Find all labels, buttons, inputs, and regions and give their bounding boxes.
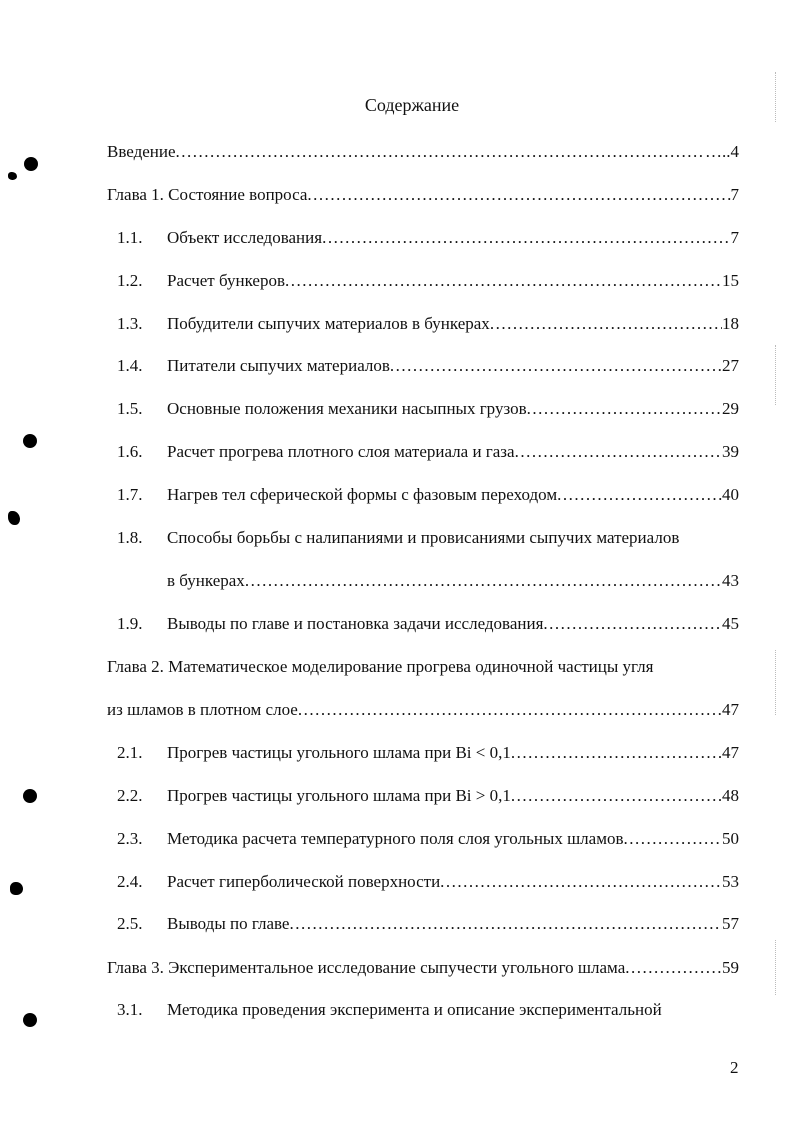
toc-entry-text: Расчет прогрева плотного слоя материала и газа — [167, 442, 515, 461]
scan-edge-mark — [771, 72, 776, 122]
toc-entry-page: 29 — [722, 399, 739, 418]
punch-hole-mark — [23, 434, 37, 448]
toc-leader-dots — [624, 827, 723, 851]
punch-hole-mark — [24, 157, 38, 171]
toc-entry-page: 48 — [722, 786, 739, 805]
toc-entry-text: Питатели сыпучих материалов — [167, 356, 390, 375]
toc-entry-number: 2.4. — [117, 872, 143, 891]
toc-entry-page: 7 — [730, 185, 739, 204]
toc-entry — [117, 526, 739, 550]
toc-leader-dots — [176, 140, 705, 164]
toc-entry-number: 2.2. — [117, 786, 143, 805]
toc-entry-number: 1.4. — [117, 356, 143, 375]
toc-leader-dots — [298, 698, 722, 722]
toc-entry — [107, 183, 739, 207]
toc-leader-dots — [511, 741, 722, 765]
toc-entry-number: 1.1. — [117, 228, 143, 247]
toc-leader-dots — [307, 183, 730, 207]
toc-entry — [117, 612, 739, 636]
toc-entry-page: 15 — [722, 271, 739, 290]
toc-entry-text: Нагрев тел сферической формы с фазовым переходом — [167, 485, 558, 504]
toc-entry-page: 47 — [722, 700, 739, 719]
toc-entry-text: Прогрев частицы угольного шлама при Bi > 0,1 — [167, 786, 511, 805]
scan-smudge — [10, 882, 23, 895]
toc-entry-number: 1.3. — [117, 314, 143, 333]
toc-leader-dots — [557, 483, 722, 507]
toc-entry-text: Побудители сыпучих материалов в бункерах — [167, 314, 490, 333]
toc-entry — [117, 784, 739, 808]
toc-entry-page: 39 — [722, 442, 739, 461]
scan-edge-mark — [771, 650, 776, 715]
toc-entry-page: 7 — [730, 228, 739, 247]
toc-entry-number: 2.5. — [117, 914, 143, 933]
toc-entry-text: Прогрев частицы угольного шлама при Bi < 0,1 — [167, 743, 511, 762]
toc-entry-page: 18 — [722, 314, 739, 333]
toc-entry-number: 2.1. — [117, 743, 143, 762]
toc-entry-number: 3.1. — [117, 1000, 143, 1019]
toc-entry-number: 1.8. — [117, 528, 143, 547]
page-number: 2 — [730, 1058, 739, 1077]
toc-entry-text: Глава 1. Состояние вопроса — [107, 185, 308, 204]
toc-entry-text: Способы борьбы с налипаниями и провисаниями сыпучих материалов — [167, 528, 680, 547]
toc-leader-dots — [625, 956, 722, 980]
toc-entry-page: 53 — [722, 872, 739, 891]
toc-leader-dots — [527, 397, 722, 421]
toc-entry — [117, 827, 739, 851]
toc-leader-dots — [515, 440, 722, 464]
toc-entry-page: 45 — [722, 614, 739, 633]
toc-entry — [107, 655, 739, 679]
toc-leader-dots — [440, 870, 722, 894]
toc-leader-dots — [543, 612, 722, 636]
toc-entry-text: Введение — [107, 142, 176, 161]
toc-entry-text: Глава 3. Экспериментальное исследование сыпучести угольного шлама — [107, 958, 626, 977]
scan-smudge — [8, 172, 17, 180]
toc-entry — [117, 741, 739, 765]
toc-entry — [117, 226, 739, 250]
toc-entry — [107, 140, 739, 164]
toc-entry-text: Методика проведения эксперимента и описание экспериментальной — [167, 1000, 662, 1019]
toc-entry-page: 47 — [722, 743, 739, 762]
toc-entry-number: 1.6. — [117, 442, 143, 461]
toc-entry-text: из шламов в плотном слое — [107, 700, 298, 719]
toc-entry — [117, 440, 739, 464]
toc-entry-continuation — [167, 569, 739, 593]
toc-entry-number: 2.3. — [117, 829, 143, 848]
toc-entry — [117, 312, 739, 336]
toc-entry-text: Глава 2. Математическое моделирование прогрева одиночной частицы угля — [107, 657, 654, 676]
toc-entry-page: 57 — [722, 914, 739, 933]
toc-entry-text: в бункерах — [167, 571, 245, 590]
toc-entry-page: 50 — [722, 829, 739, 848]
toc-entry-number: 1.2. — [117, 271, 143, 290]
toc-entry — [107, 956, 739, 980]
toc-entry-page: 59 — [722, 958, 739, 977]
punch-hole-mark — [23, 789, 37, 803]
toc-entry-page: …..4 — [705, 142, 739, 161]
toc-leader-dots — [289, 912, 722, 936]
toc-leader-dots — [245, 569, 722, 593]
toc-entry-text: Расчет гиперболической поверхности — [167, 872, 441, 891]
toc-entry-text: Расчет бункеров — [167, 271, 285, 290]
toc-leader-dots — [322, 226, 730, 250]
toc-leader-dots — [511, 784, 722, 808]
toc-entry-page: 43 — [722, 571, 739, 590]
toc-leader-dots — [490, 312, 722, 336]
toc-entry-number: 1.9. — [117, 614, 143, 633]
page-title: Содержание — [364, 95, 460, 115]
toc-entry-number: 1.5. — [117, 399, 143, 418]
toc-entry — [117, 354, 739, 378]
toc-entry-number: 1.7. — [117, 485, 143, 504]
scan-edge-mark — [771, 940, 776, 995]
toc-entry-continuation — [107, 698, 739, 722]
toc-entry-page: 27 — [722, 356, 739, 375]
toc-leader-dots — [285, 269, 722, 293]
toc-entry — [117, 483, 739, 507]
punch-hole-mark — [23, 1013, 37, 1027]
toc-entry — [117, 269, 739, 293]
toc-entry-text: Выводы по главе и постановка задачи исследования — [167, 614, 544, 633]
scan-edge-mark — [771, 345, 776, 405]
toc-entry — [117, 870, 739, 894]
toc-leader-dots — [390, 354, 722, 378]
toc-entry-page: 40 — [722, 485, 739, 504]
toc-entry — [117, 998, 739, 1022]
toc-entry — [117, 397, 739, 421]
scan-smudge — [8, 511, 20, 525]
toc-entry-text: Объект исследования — [167, 228, 323, 247]
toc-entry-text: Выводы по главе — [167, 914, 290, 933]
toc-entry-text: Основные положения механики насыпных грузов — [167, 399, 527, 418]
toc-entry-text: Методика расчета температурного поля слоя угольных шламов — [167, 829, 624, 848]
toc-entry — [117, 912, 739, 936]
